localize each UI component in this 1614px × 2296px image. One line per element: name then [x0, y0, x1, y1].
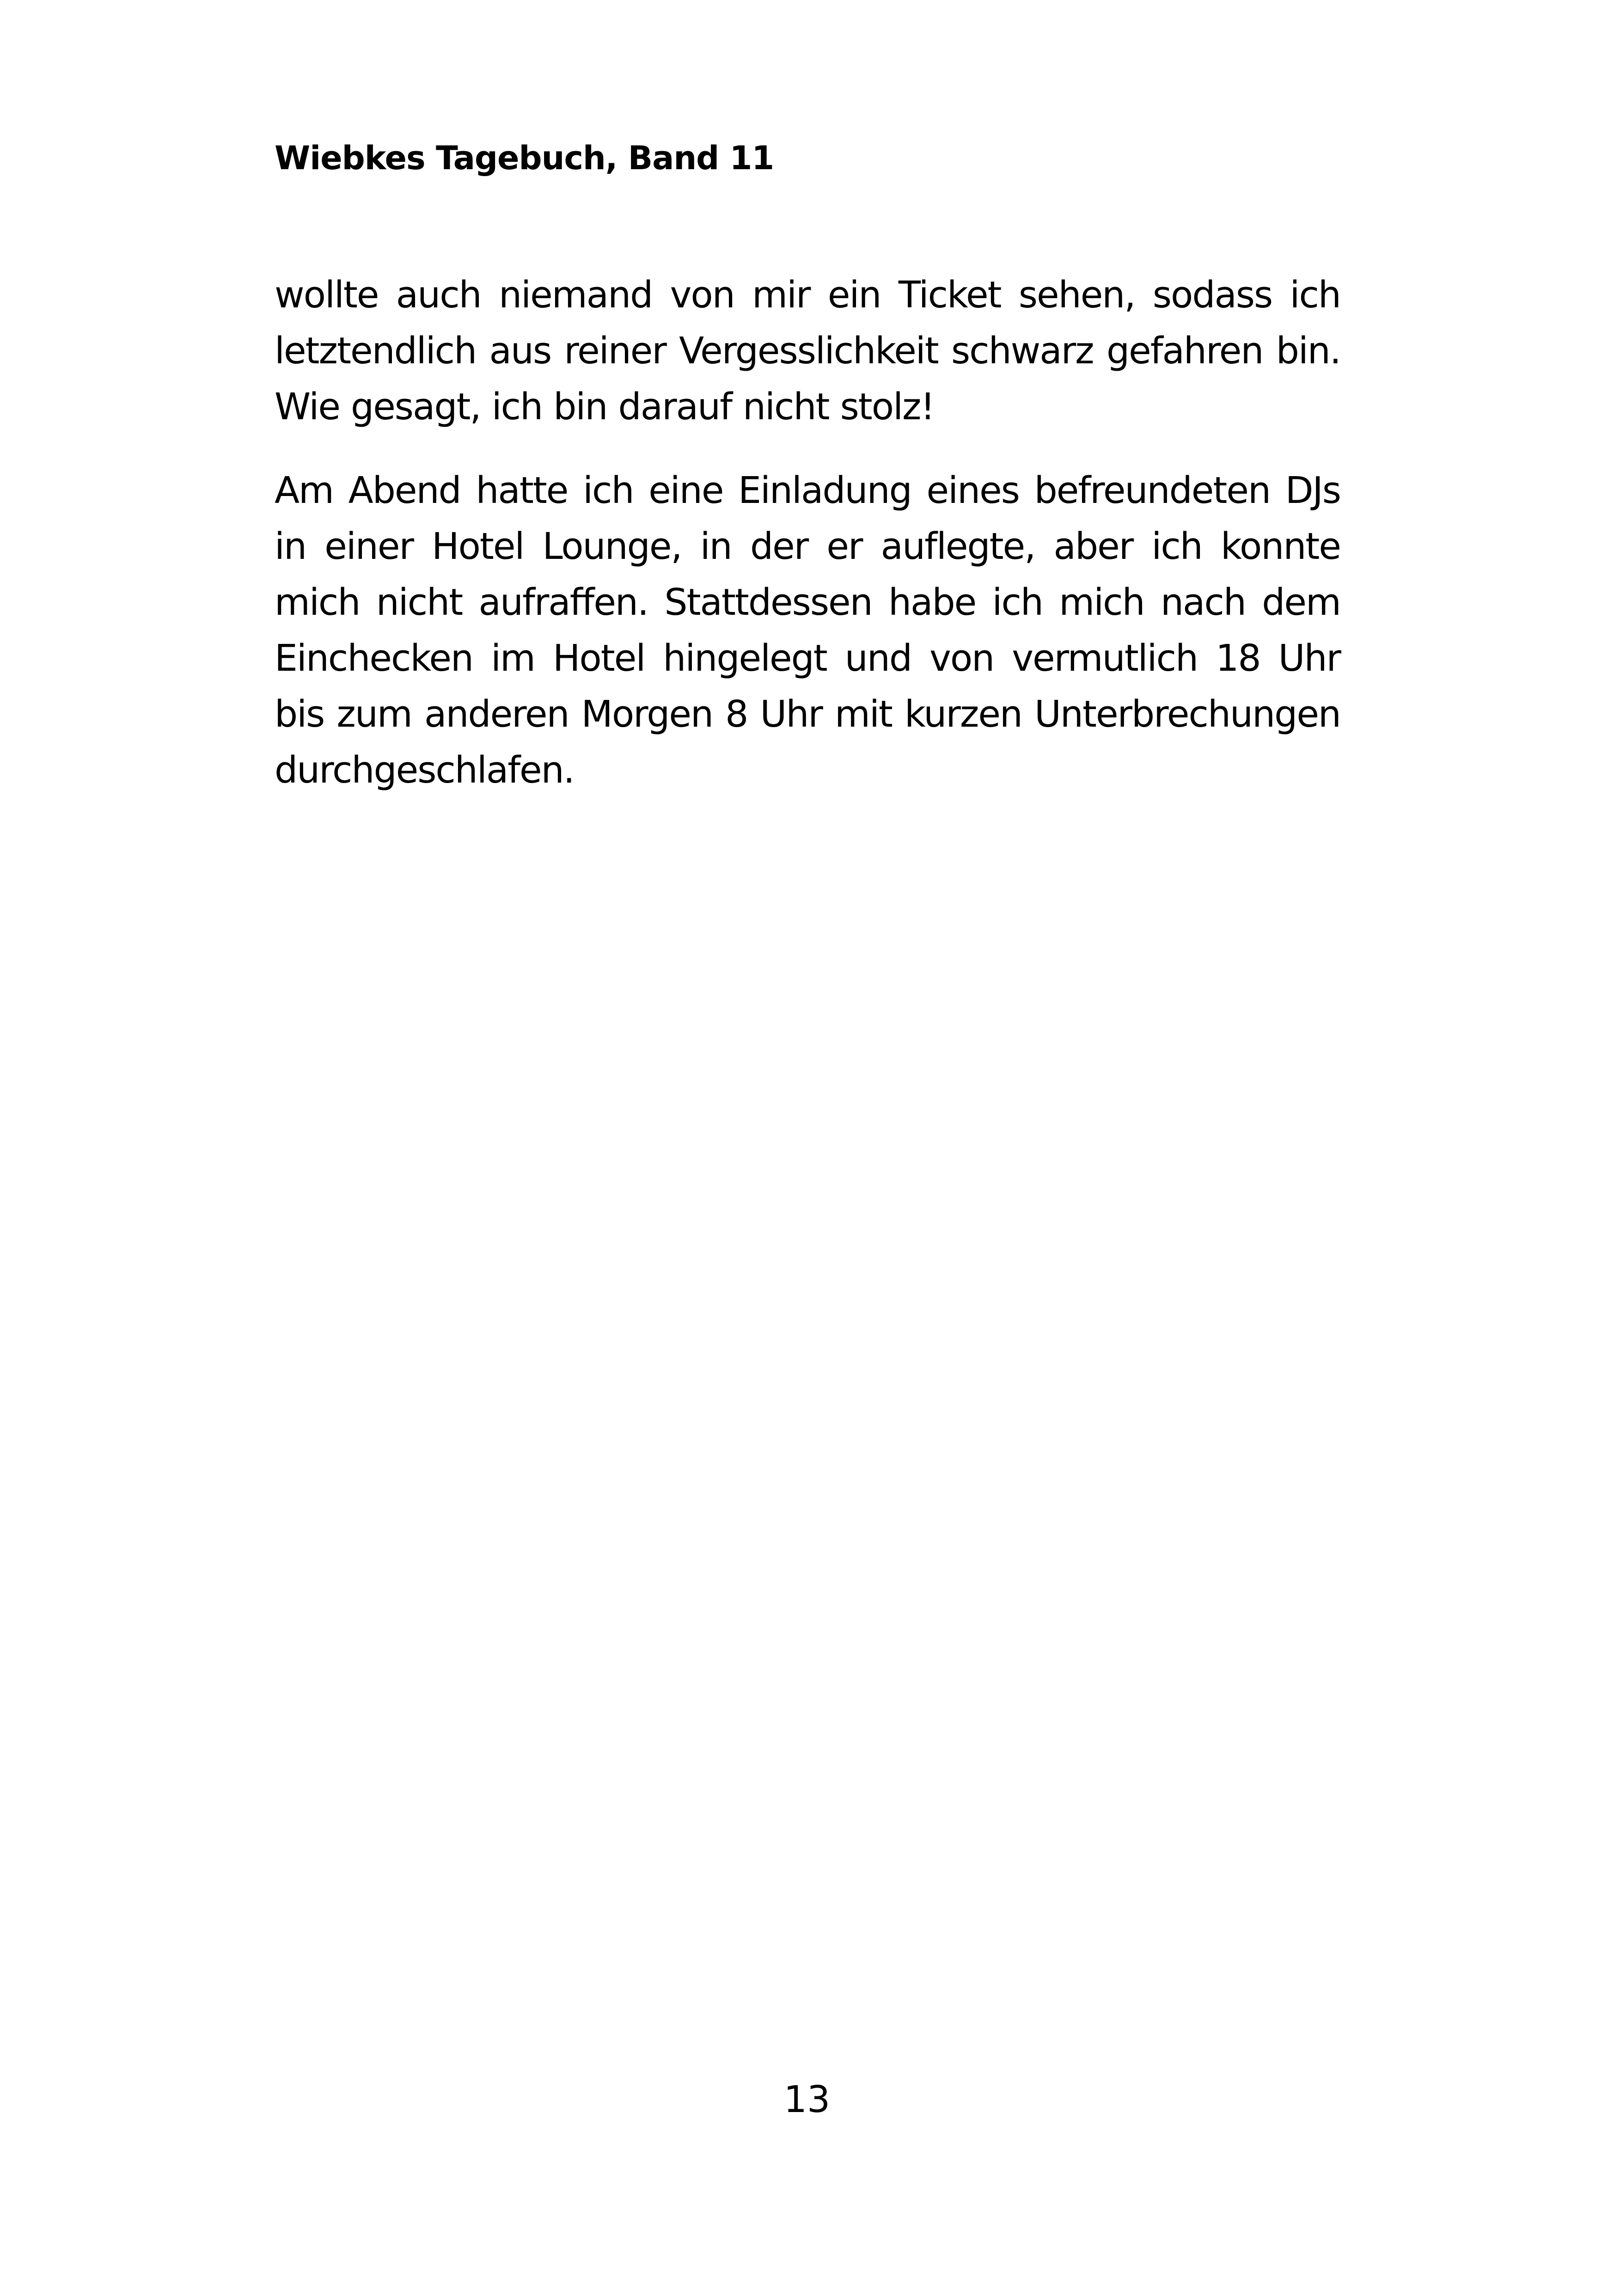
paragraph: Am Abend hatte ich eine Einladung eines befreundeten DJs in einer Hotel Lounge, in der er auflegte, aber ich konnte mich nicht aufraffen. Stattdessen habe ich mich nach dem Einchecken im Hotel hingelegt und von vermutlich 18 Uhr bis zum anderen Morgen 8 Uhr mit kurzen Unterbrechungen durchgeschlafen. — [275, 469, 1340, 791]
running-header-title: Wiebkes Tagebuch, Band 11 — [275, 139, 774, 177]
page-number: 13 — [783, 2078, 831, 2121]
paragraph: wollte auch niemand von mir ein Ticket sehen, sodass ich letztendlich aus reiner Vergesslichkeit schwarz gefahren bin. Wie gesagt, ich bin darauf nicht stolz! — [275, 274, 1340, 428]
body-text — [275, 267, 1340, 826]
